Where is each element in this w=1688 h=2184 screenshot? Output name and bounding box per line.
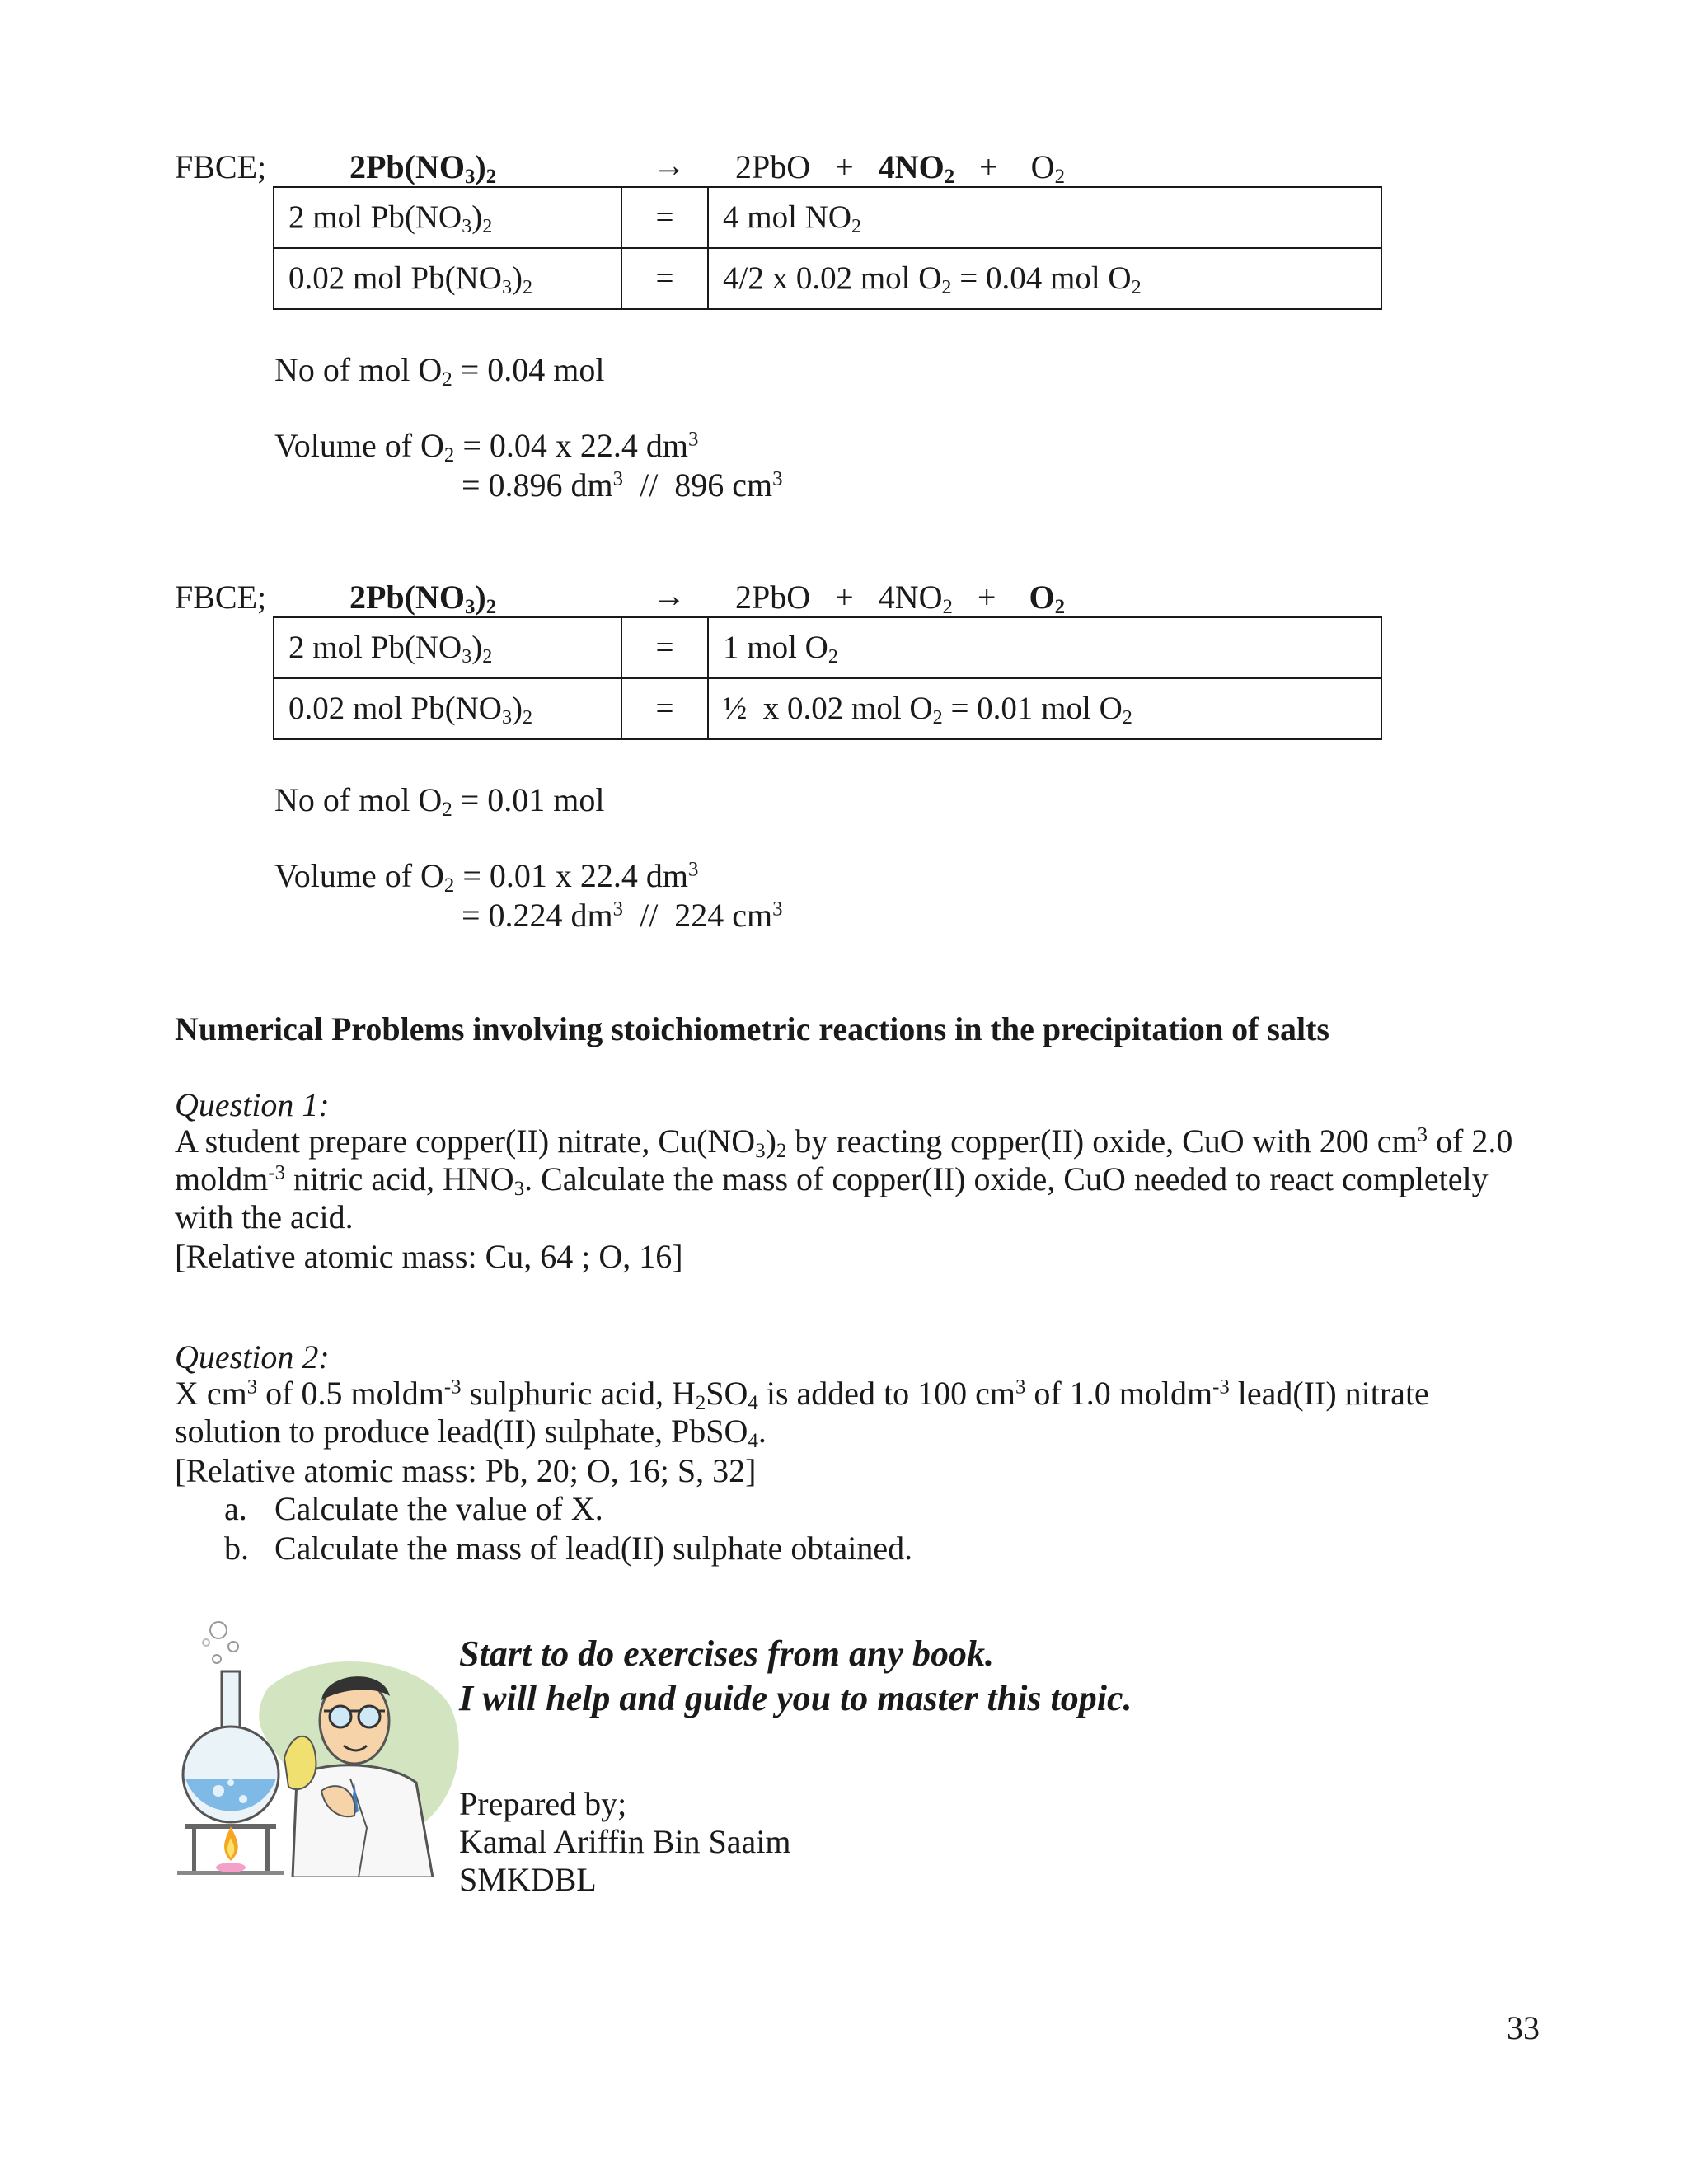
question-1-text: A student prepare copper(II) nitrate, $Cu(NO_3)_2$ by reacting copper(II) oxide, CuO with 200 $cm^3$ of 2.0 moldm$^{-3}$ nitric acid, $HNO_3$. Calculate the mass of copper(II) oxide, CuO needed to react completely with the acid. [175,1122,1513,1235]
mole-line: No of mol $O_2 = 0.04$ mol [274,351,605,391]
table-cell: 0.02 mol $Pb(NO_3)_2$ [274,678,621,739]
question-1-atomic-mass: [Relative atomic mass: Cu, 64 ; O, 16] [175,1238,683,1275]
volume-line: Volume of $O_2 = 0.04$ x 22.4 $dm^3$ [274,427,699,467]
slogan-line-2: I will help and guide you to master this topic. [459,1678,1132,1718]
table-cell: 0.02 mol $Pb(NO_3)_2$ [274,248,621,309]
author-name: Kamal Ariffin Bin Saaim [459,1823,791,1860]
table-cell: = [621,678,708,739]
volume-result: = 0.224 $dm^3 // 224$ $cm^3$ [462,897,783,934]
equation-products: 2PbO + $4NO_2$ + $O_2$ [735,148,1065,189]
school-name: SMKDBL [459,1861,597,1898]
table-row [274,248,1381,309]
volume-result: = 0.896 $dm^3 // 896$ $cm^3$ [462,466,783,504]
scientist-clipart [169,1614,466,1877]
table-cell: 4/2 x 0.02 mol $O_2 = 0.04$ mol $O_2$ [708,248,1381,309]
arrow-icon: → [653,147,686,184]
question-2-label: Question 2: [175,1338,330,1376]
equation-products: 2PbO + $4NO_2$ + $O_2$ [735,579,1065,619]
mole-line: No of mol $O_2 = 0.01$ mol [274,781,605,822]
table-cell: 4 mol $NO_2$ [708,187,1381,248]
section-heading: Numerical Problems involving stoichiometric reactions in the precipitation of salts [175,1010,1329,1047]
slogan-line-1: Start to do exercises from any book. [459,1633,994,1674]
table-cell: = [621,187,708,248]
question-1-label: Question 1: [175,1086,330,1123]
volume-line: Volume of $O_2 = 0.01$ x 22.4 $dm^3$ [274,857,699,898]
fbce-label: FBCE; [175,148,267,185]
table-row [274,617,1381,678]
prepared-by-label: Prepared by; [459,1785,627,1822]
table-cell: 1 mol $O_2$ [708,617,1381,678]
page-number: 33 [1507,2009,1540,2046]
table-row [274,678,1381,739]
mole-ratio-table [273,616,1382,740]
table-cell: ½ x 0.02 mol $O_2 = 0.01$ mol $O_2$ [708,678,1381,739]
mole-ratio-table [273,186,1382,310]
table-cell: 2 mol $Pb(NO_3)_2$ [274,187,621,248]
table-row [274,187,1381,248]
table-cell: 2 mol $Pb(NO_3)_2$ [274,617,621,678]
question-2-atomic-mass: [Relative atomic mass: Pb, 20; O, 16; S, 32] [175,1452,757,1489]
equation-reactant: $2Pb(NO_3)_2$ [349,148,497,189]
arrow-icon: → [653,577,686,614]
equation-reactant: $2Pb(NO_3)_2$ [349,579,497,619]
list-item: a. Calculate the value of X. [224,1490,603,1527]
table-cell: = [621,617,708,678]
list-item: b. Calculate the mass of lead(II) sulphate obtained. [224,1530,913,1567]
table-cell: = [621,248,708,309]
question-2-text: X $cm^3$ of 0.5 moldm$^{-3}$ sulphuric acid, $H_2SO_4$ is added to 100 $cm^3$ of 1.0 moldm$^{-3}$ lead(II) nitrate solution to produce lead(II) sulphate, PbSO$_4$. [175,1375,1429,1453]
fbce-label: FBCE; [175,579,267,616]
